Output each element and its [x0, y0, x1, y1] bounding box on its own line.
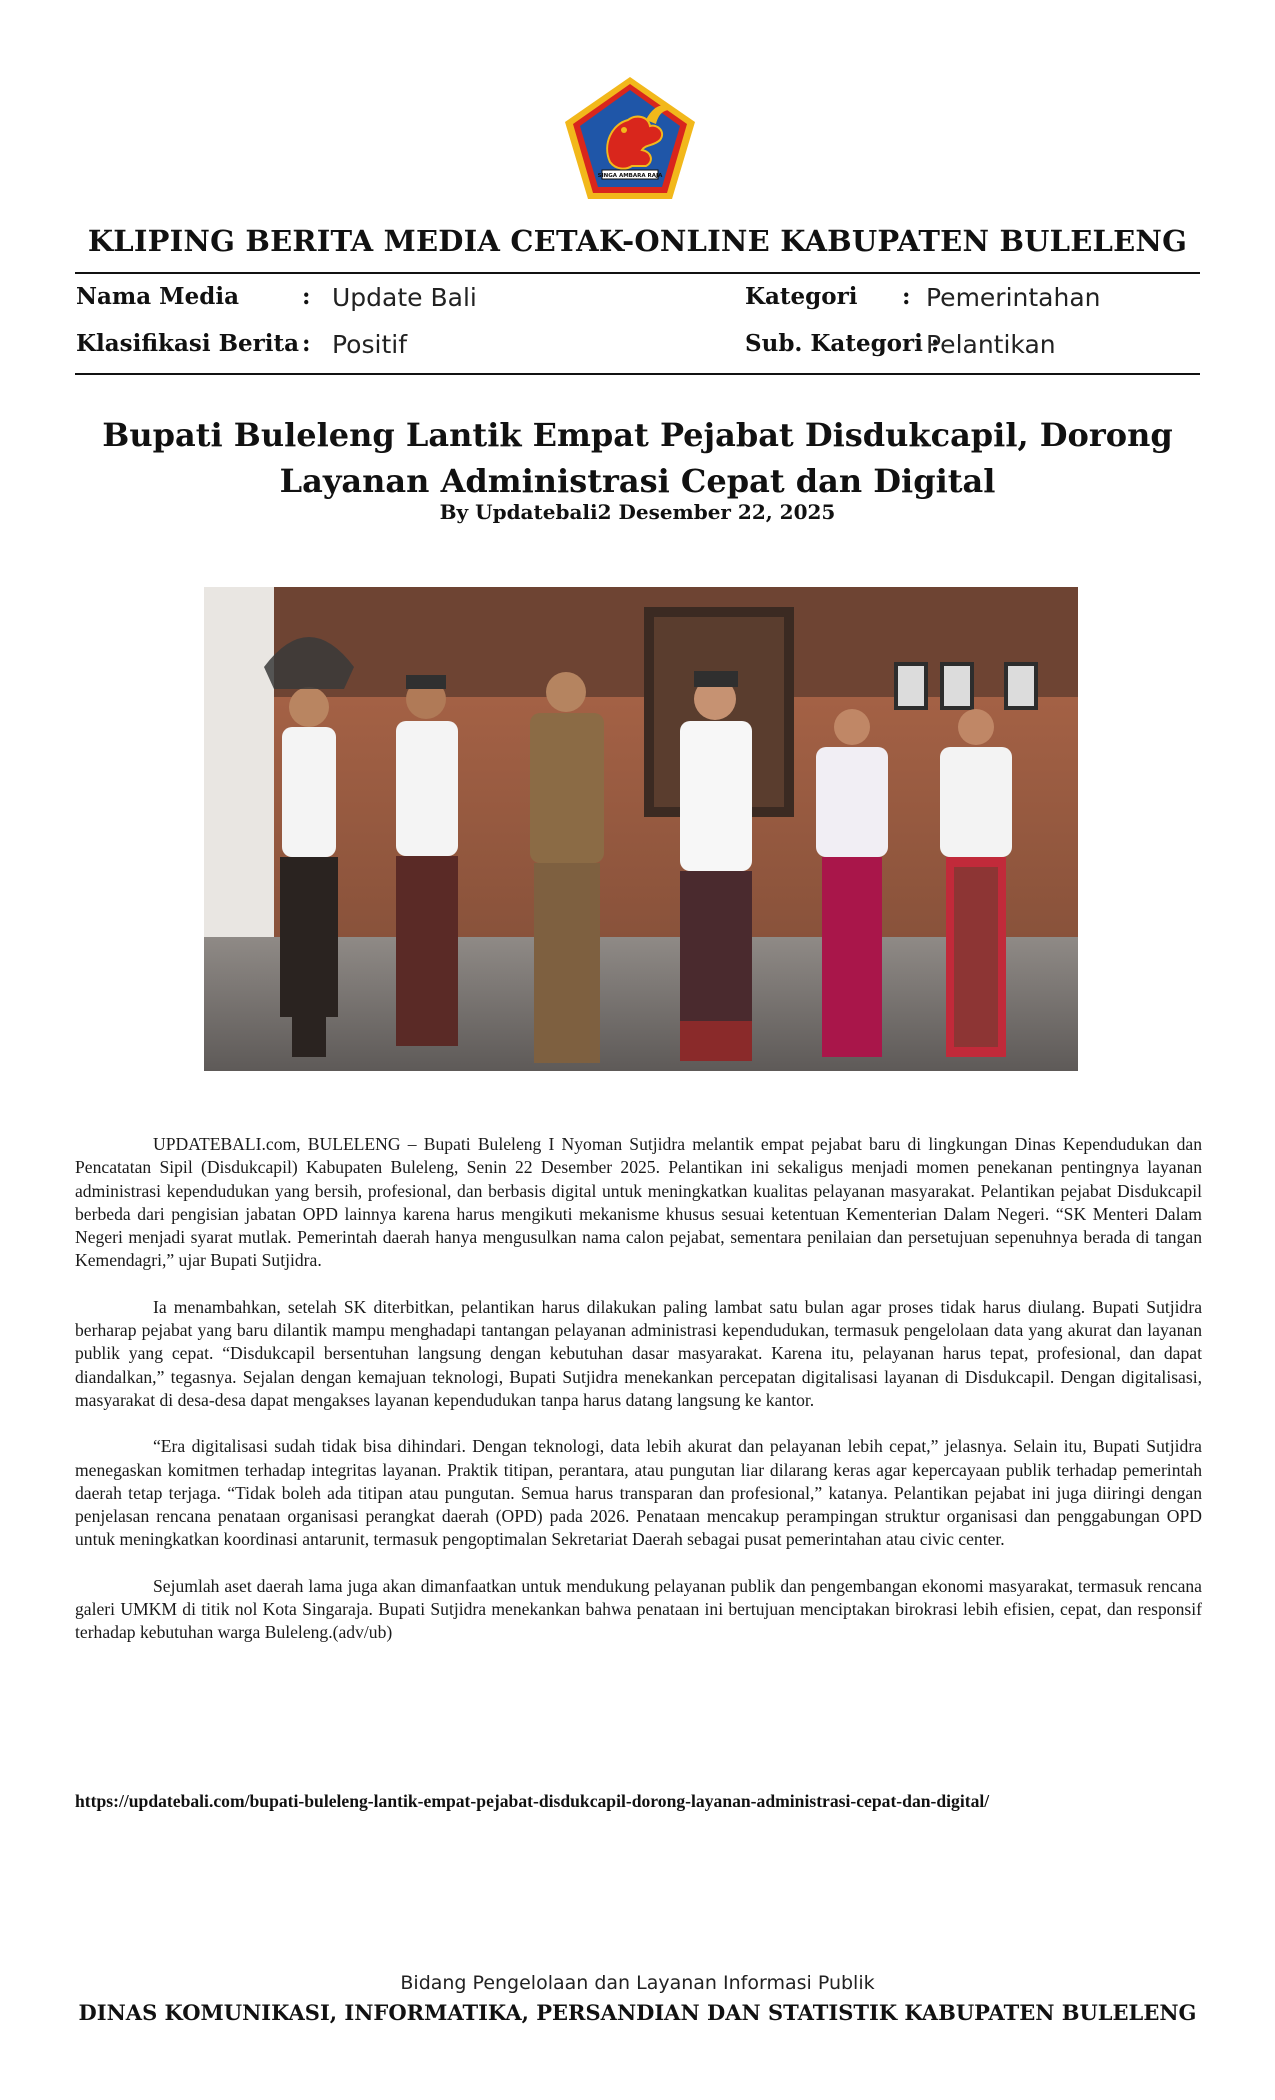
footer-division: Bidang Pengelolaan dan Layanan Informasi Publik	[400, 1972, 875, 1994]
category-colon: :	[902, 283, 911, 310]
article-paragraph: “Era digitalisasi sudah tidak bisa dihindari. Dengan teknologi, data lebih akurat dan pelayanan lebih cepat,” jelasnya. Selain itu, Bupati Sutjidra menegaskan komitmen terhadap integritas layanan. Praktik titipan, perantara, atau pungutan liar dilarang keras agar kepercayaan publik terhadap pemerintah daerah tetap terjaga. “Tidak boleh ada titipan atau pungutan. Semua harus transparan dan profesional,” katanya. Pelantikan pejabat ini juga diiringi dengan penjelasan rencana penataan organisasi perangkat daerah (OPD) pada 2026. Penataan mencakup perampingan struktur organisasi dan penggabungan OPD untuk meningkatkan koordinasi antarunit, termasuk pengoptimalan Sekretariat Daerah sebagai pusat pemerintahan atau civic center.	[75, 1436, 1202, 1550]
classification-colon: :	[302, 330, 311, 357]
emblem-motto: SINGA AMBARA RAJA	[597, 173, 663, 179]
classification-label: Klasifikasi Berita	[76, 330, 300, 357]
source-url-link[interactable]: https://updatebali.com/bupati-buleleng-lantik-empat-pejabat-disdukcapil-dorong-layanan-administrasi-cepat-dan-digital/	[75, 1791, 990, 1811]
media-value: Update Bali	[332, 283, 477, 312]
footer-agency: DINAS KOMUNIKASI, INFORMATIKA, PERSANDIAN DAN STATISTIK KABUPATEN BULELENG	[78, 2000, 1197, 2025]
article-body	[75, 1133, 1202, 1668]
article-photo	[204, 587, 1078, 1071]
classification-value: Positif	[332, 330, 407, 359]
category-value: Pemerintahan	[926, 283, 1101, 312]
article-paragraph: Sejumlah aset daerah lama juga akan dimanfaatkan untuk mendukung pelayanan publik dan pengembangan ekonomi masyarakat, termasuk rencana galeri UMKM di titik nol Kota Singaraja. Bupati Sutjidra menekankan bahwa penataan ini bertujuan menciptakan birokrasi lebih efisien, cepat, dan responsif terhadap kebutuhan warga Buleleng.(adv/ub)	[75, 1575, 1202, 1643]
subcategory-value: Pelantikan	[926, 330, 1056, 359]
regency-emblem-logo	[562, 74, 698, 202]
article-byline: By Updatebali2 Desember 22, 2025	[439, 500, 836, 524]
article-paragraph: Ia menambahkan, setelah SK diterbitkan, pelantikan harus dilakukan paling lambat satu bulan agar proses tidak harus diulang. Bupati Sutjidra berharap pejabat yang baru dilantik mampu menghadapi tantangan pelayanan administrasi kependudukan, termasuk pengelolaan data yang akurat dan layanan publik yang cepat. “Disdukcapil bersentuhan langsung dengan kebutuhan dasar masyarakat. Karena itu, pelayanan harus tepat, profesional, dan dapat diandalkan,” tegasnya. Sejalan dengan kemajuan teknologi, Bupati Sutjidra menekankan percepatan digitalisasi layanan di Disdukcapil. Dengan digitalisasi, masyarakat di desa-desa dapat mengakses layanan kependudukan tanpa harus datang langsung ke kantor.	[75, 1296, 1202, 1410]
article-paragraph: UPDATEBALI.com, BULELENG – Bupati Buleleng I Nyoman Sutjidra melantik empat pejabat baru di lingkungan Dinas Kependudukan dan Pencatatan Sipil (Disdukcapil) Kabupaten Buleleng, Senin 22 Desember 2025. Pelantikan ini sekaligus menjadi momen penekanan pentingnya layanan administrasi kependudukan yang bersih, profesional, dan berbasis digital untuk meningkatkan kualitas pelayanan masyarakat. Pelantikan pejabat Disdukcapil berbeda dari pengisian jabatan OPD lainnya karena harus mengikuti mekanisme khusus sesuai ketentuan Kementerian Dalam Negeri. “SK Menteri Dalam Negeri menjadi syarat mutlak. Pemerintah daerah hanya mengusulkan nama calon pejabat, sementara penilaian dan persetujuan sepenuhnya berada di tangan Kemendagri,” ujar Bupati Sutjidra.	[75, 1134, 1202, 1271]
category-label: Kategori	[745, 283, 858, 310]
article-headline: Bupati Buleleng Lantik Empat Pejabat Disdukcapil, Dorong Layanan Administrasi Cepat dan Digital	[102, 416, 1173, 500]
document-title: KLIPING BERITA MEDIA CETAK-ONLINE KABUPATEN BULELENG	[87, 224, 1188, 258]
media-label: Nama Media	[76, 283, 239, 310]
subcategory-label: Sub. Kategori :	[745, 330, 940, 357]
bottom-divider	[75, 373, 1200, 375]
top-divider	[75, 272, 1200, 274]
media-colon: :	[302, 283, 311, 310]
